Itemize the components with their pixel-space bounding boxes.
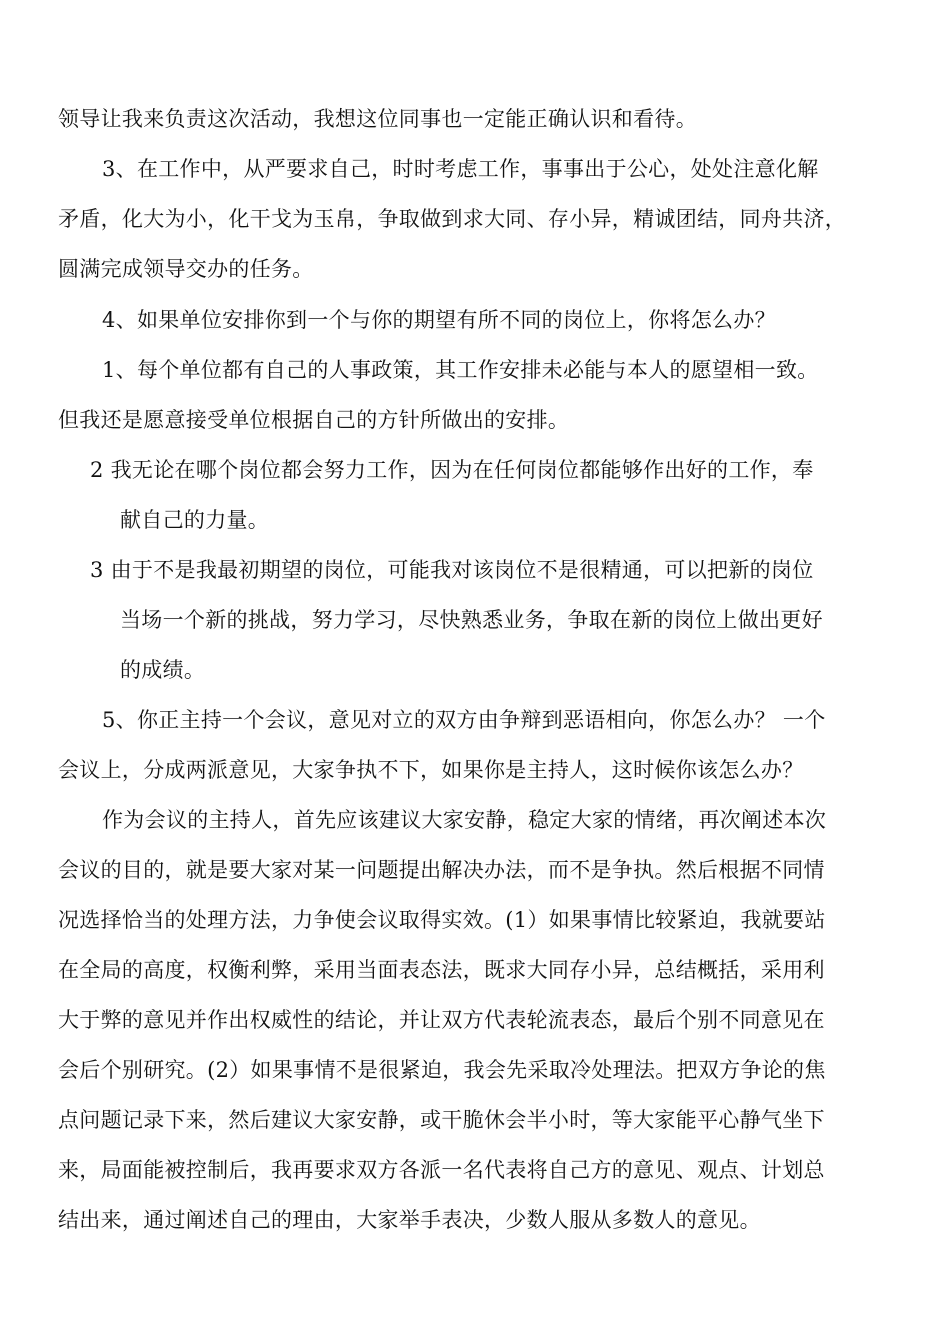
text-line: 会议上，分成两派意见，大家争执不下，如果你是主持人，这时候你该怎么办？ [58, 758, 804, 782]
text-line: 当场一个新的挑战，努力学习，尽快熟悉业务，争取在新的岗位上做出更好 [120, 608, 823, 632]
text-line: 来，局面能被控制后，我再要求双方各派一名代表将自己方的意见、观点、计划总 [58, 1158, 825, 1182]
text-line: 作为会议的主持人，首先应该建议大家安静，稳定大家的情绪，再次阐述本次 [102, 808, 827, 832]
text-line: 献自己的力量。 [120, 508, 270, 532]
text-line: 4、如果单位安排你到一个与你的期望有所不同的岗位上，你将怎么办？ [102, 308, 776, 332]
text-line: 3、在工作中，从严要求自己，时时考虑工作，事事出于公心，处处注意化解 [102, 157, 819, 181]
text-line: 况选择恰当的处理方法，力争使会议取得实效。(1）如果事情比较紧迫，我就要站 [58, 908, 826, 932]
text-line: 大于弊的意见并作出权威性的结论，并让双方代表轮流表态，最后个别不同意见在 [58, 1008, 825, 1032]
list-item-2: 2 我无论在哪个岗位都会努力工作，因为在任何岗位都能够作出好的工作，奉 [90, 458, 814, 482]
text-line: 会后个别研究。(2）如果事情不是很紧迫，我会先采取冷处理法。把双方争论的焦 [58, 1058, 826, 1082]
list-item-3: 3 由于不是我最初期望的岗位，可能我对该岗位不是很精通，可以把新的岗位 [90, 558, 814, 582]
text-line: 会议的目的，就是要大家对某一问题提出解决办法，而不是争执。然后根据不同情 [58, 858, 825, 882]
text-line: 圆满完成领导交办的任务。 [58, 257, 314, 281]
text-line: 在全局的高度，权衡利弊，采用当面表态法，既求大同存小异，总结概括，采用利 [58, 958, 825, 982]
text-line: 5、你正主持一个会议，意见对立的双方由争辩到恶语相向，你怎么办？ 一个 [102, 708, 826, 732]
text-line: 矛盾，化大为小，化干戈为玉帛，争取做到求大同、存小异，精诚团结，同舟共济， [58, 207, 847, 231]
text-line: 1、每个单位都有自己的人事政策，其工作安排未必能与本人的愿望相一致。 [102, 358, 819, 382]
text-line: 但我还是愿意接受单位根据自己的方针所做出的安排。 [58, 408, 570, 432]
text-line: 的成绩。 [120, 658, 206, 682]
text-line: 领导让我来负责这次活动，我想这位同事也一定能正确认识和看待。 [58, 107, 697, 131]
text-line: 点问题记录下来，然后建议大家安静，或干脆休会半小时，等大家能平心静气坐下 [58, 1108, 825, 1132]
text-line: 结出来，通过阐述自己的理由，大家举手表决，少数人服从多数人的意见。 [58, 1208, 761, 1232]
